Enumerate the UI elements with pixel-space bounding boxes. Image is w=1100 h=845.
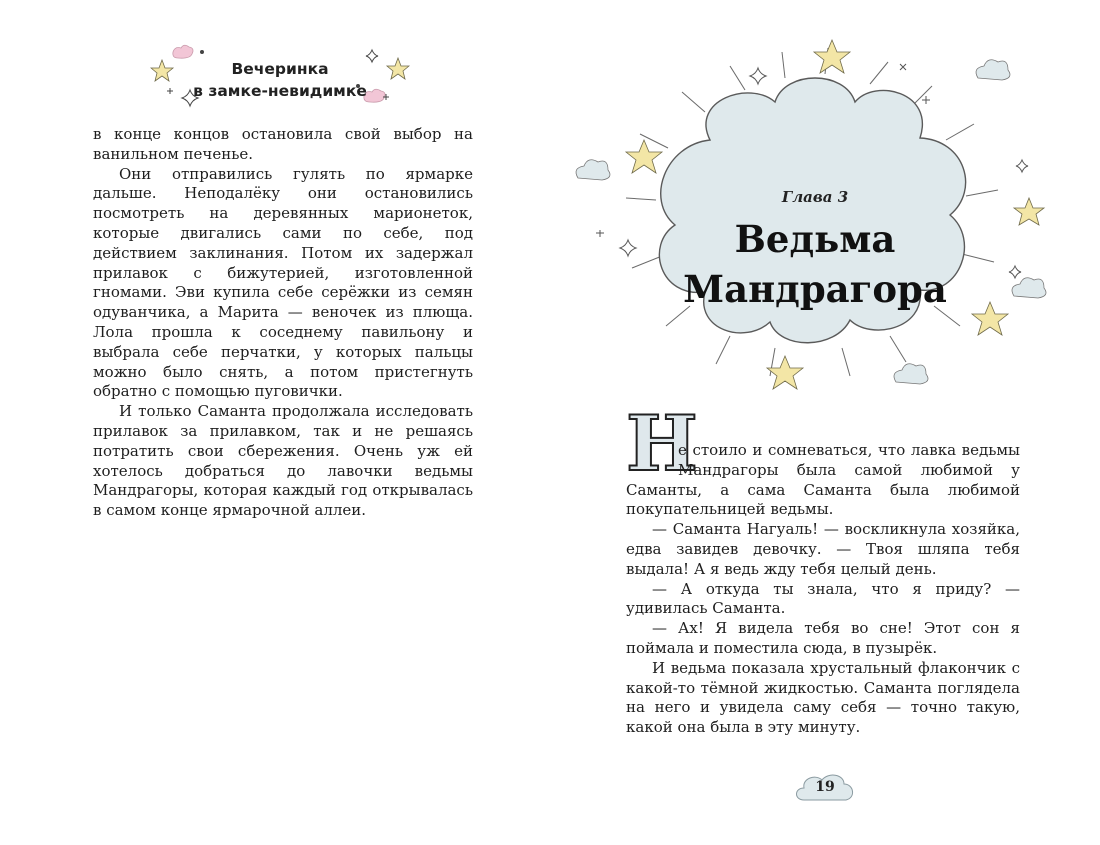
- running-head: [150, 38, 410, 118]
- paragraph: И только Саманта продолжала исследовать прилавок за прилавком, так и не решаясь потратить свои сбережения. Очень уж ей хотелось добраться до лавочки ведьмы Мандрагоры, которая каждый год открывалась в самом конце ярмарочной аллеи.: [93, 402, 473, 520]
- right-page: [550, 0, 1100, 845]
- paragraph: в конце концов остановила свой выбор на ванильном печенье.: [93, 125, 473, 163]
- right-body-text: [626, 399, 1020, 738]
- cloud-icon: [576, 160, 610, 180]
- paragraph: — А откуда ты знала, что я приду? — удивилась Саманта.: [626, 579, 1020, 618]
- running-head-line-2: в замке-невидимке: [193, 82, 367, 100]
- chapter-header-illustration: [570, 30, 1060, 400]
- drop-cap: Н: [626, 399, 698, 488]
- star-icon: [814, 40, 850, 73]
- left-body-text: [93, 125, 473, 521]
- cloud-icon: [976, 60, 1010, 80]
- chapter-title: [570, 214, 1060, 314]
- paragraph: И ведьма показала хрустальный флакончик с какой-то тёмной жидкостью. Саманта поглядела на него и увидела саму себя — точно такую, какой она была в эту минуту.: [626, 658, 1020, 737]
- page-number: 19: [815, 779, 835, 795]
- chapter-title-line-1: Ведьма: [734, 217, 896, 261]
- first-paragraph: [626, 399, 1020, 520]
- paragraph: — Саманта Нагуаль! — воскликнула хозяйка, едва завидев девочку. — Твоя шляпа тебя выдала! А я ведь жду тебя целый день.: [626, 520, 1020, 578]
- star-icon: [626, 140, 662, 173]
- paragraph: е стоило и сомневаться, что лавка ведьмы Мандрагоры была самой любимой у Саманты, а сама Саманта была любимой покупательницей ведьмы.: [626, 441, 1020, 519]
- chapter-title-line-2: Мандрагора: [683, 267, 947, 311]
- page-number-badge: [792, 770, 858, 806]
- paragraph: Они отправились гулять по ярмарке дальше. Неподалёку они остановились посмотреть на деревянных марионеток, которые двигались сами по себе, под действием заклинания. Потом их задержал прилавок с бижутерией, изготовленной гномами. Эви купила себе серёжки из семян одуванчика, а Марита — веночек из плюща. Лола прошла к соседнему павильону и выбрала себе перчатки, у которых пальцы можно было снять, а потом пристегнуть обратно с помощью пуговички.: [93, 164, 473, 401]
- chapter-label: Глава 3: [781, 188, 849, 206]
- paragraph: — Ах! Я видела тебя во сне! Этот сон я поймала и поместила сюда, в пузырёк.: [626, 619, 1020, 657]
- running-head-line-1: Вечеринка: [231, 60, 329, 78]
- cloud-icon: [894, 364, 928, 384]
- cloud-icon: [173, 45, 193, 58]
